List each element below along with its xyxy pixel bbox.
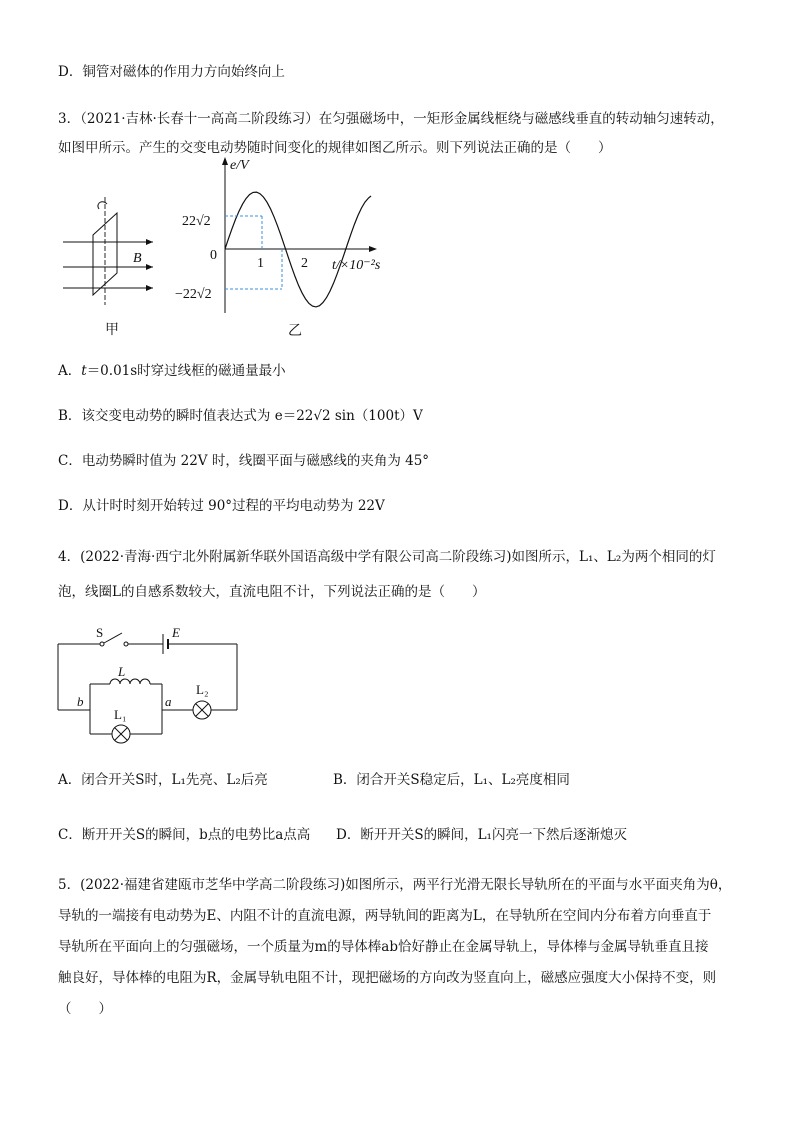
figure-jia-caption: 甲 <box>105 323 119 338</box>
q3-stem-line1: 3．（2021·吉林·长春十一高高二阶段练习）在匀强磁场中，一矩形金属线框绕与磁感线垂直的转动轴匀速转动， <box>58 111 724 127</box>
y-axis-arrow <box>222 157 228 165</box>
switch-contact <box>124 642 128 646</box>
node-b-label: b <box>77 694 84 709</box>
switch-contact <box>100 642 104 646</box>
x-tick-2-label: 2 <box>301 256 308 271</box>
field-arrow <box>146 285 153 291</box>
y-axis-label: e/V <box>230 158 249 173</box>
q4-option-b: B．闭合开关S稳定后，L₁、L₂亮度相同 <box>333 772 570 788</box>
option-a-variable: t <box>81 363 87 379</box>
x-axis-label: t/×10⁻²s <box>332 258 381 273</box>
q3-option-d: D．从计时时刻开始转过 90°过程的平均电动势为 22V <box>58 498 385 514</box>
q4-stem-line2: 泡，线圈L的自感系数较大，直流电阻不计，下列说法正确的是（ ） <box>58 584 486 600</box>
switch-lever <box>104 633 122 643</box>
x-tick-1-label: 1 <box>257 256 264 271</box>
q4-option-a: A．闭合开关S时，L₁先亮、L₂后亮 <box>58 772 268 788</box>
figure-yi-caption: 乙 <box>288 324 302 339</box>
origin-label: 0 <box>210 248 217 263</box>
inductor-coil <box>110 679 150 684</box>
q4-circuit-diagram <box>50 622 250 747</box>
q5-line2: 导轨的一端接有电动势为E、内阻不计的直流电源，两导轨间的距离为L，在导轨所在空间内分布着方向垂直于 <box>58 908 712 924</box>
q4-option-c: C．断开开关S的瞬间，b点的电势比a点高 <box>58 827 311 843</box>
y-min-label: −22√2 <box>175 287 212 302</box>
switch-label: S <box>96 625 104 640</box>
q3-stem-line2: 如图甲所示。产生的交变电动势随时间变化的规律如图乙所示。则下列说法正确的是（ ） <box>58 140 612 156</box>
field-arrow <box>146 239 153 245</box>
q5-line5: （ ） <box>58 1001 112 1017</box>
b-label: B <box>133 251 142 266</box>
rotation-arrow-icon <box>98 202 107 209</box>
x-axis-arrow <box>369 246 377 252</box>
option-a-text: ＝0.01s时穿过线框的磁通量最小 <box>86 363 286 379</box>
lamp-l2-label: L₂ <box>196 682 209 697</box>
inductor-label: L <box>118 664 126 679</box>
q3-option-b: B．该交变电动势的瞬时值表达式为 e＝22√2 sin（100t）V <box>58 408 423 424</box>
q3-option-a <box>58 362 286 380</box>
node-a-label: a <box>165 694 172 709</box>
q5-line4: 触良好，导体棒的电阻为R，金属导轨电阻不计，现把磁场的方向改为竖直向上，磁感应强度大小保持不变，则 <box>58 970 717 986</box>
q3-figure-jia <box>55 195 165 340</box>
q4-stem-line1: 4．(2022·青海·西宁北外附属新华联外国语高级中学有限公司高二阶段练习)如图所示，L₁、L₂为两个相同的灯 <box>58 549 716 565</box>
option-a-prefix: A． <box>58 363 82 379</box>
field-arrow <box>146 264 153 270</box>
q3-figure-yi <box>170 153 400 343</box>
lamp-l1-label: L₁ <box>114 707 127 722</box>
q5-line3: 导轨所在平面向上的匀强磁场，一个质量为m的导体棒ab恰好静止在金属导轨上，导体棒与金属导轨垂直且接 <box>58 939 709 955</box>
q2-option-d: D．铜管对磁体的作用力方向始终向上 <box>58 64 285 80</box>
q3-option-c: C．电动势瞬时值为 22V 时，线圈平面与磁感线的夹角为 45° <box>58 453 430 469</box>
q4-option-d: D．断开开关S的瞬间，L₁闪亮一下然后逐渐熄灭 <box>336 827 627 843</box>
q5-line1: 5．(2022·福建省建瓯市芝华中学高二阶段练习)如图所示，两平行光滑无限长导轨所在的平面与水平面夹角为θ， <box>58 877 732 893</box>
battery-label: E <box>172 625 180 640</box>
y-max-label: 22√2 <box>182 214 211 229</box>
